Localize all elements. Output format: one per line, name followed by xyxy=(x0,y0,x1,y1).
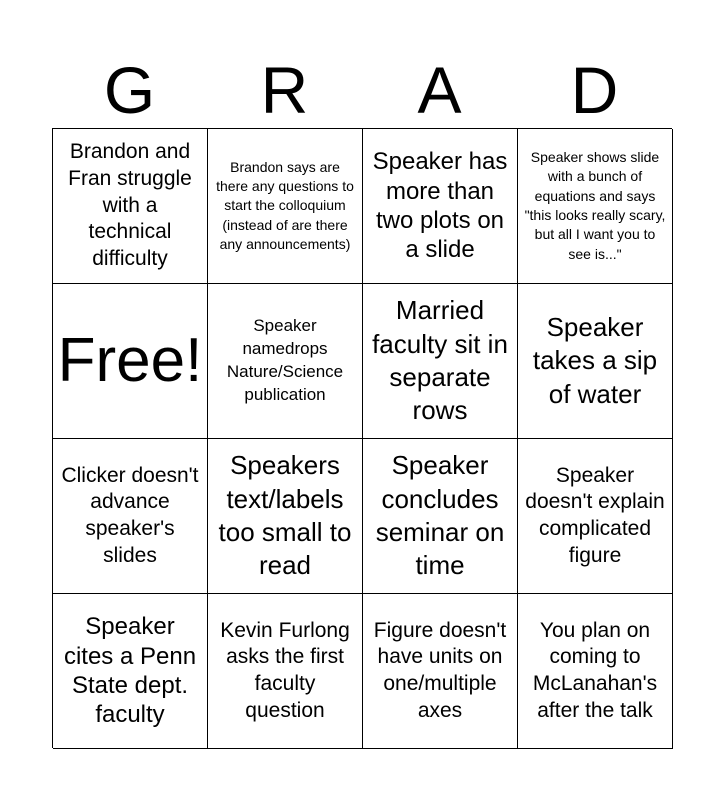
cell-text: Speaker concludes seminar on time xyxy=(375,450,505,581)
bingo-cell-r4c1[interactable] xyxy=(53,594,208,749)
cell-text: Speaker shows slide with a bunch of equations and says "this looks really scary, but all I want you to see is..." xyxy=(524,149,666,262)
bingo-cell-r3c2[interactable] xyxy=(208,439,363,594)
cell-text: Clicker doesn't advance speaker's slides xyxy=(61,463,199,567)
header-letter-d: D xyxy=(570,53,619,127)
bingo-cell-r4c4[interactable] xyxy=(518,594,673,749)
header-letter-r: R xyxy=(260,53,309,127)
bingo-board xyxy=(52,128,672,748)
bingo-cell-r2c2[interactable] xyxy=(208,284,363,439)
header-letter-a: A xyxy=(417,53,462,127)
cell-text: Brandon says are there any questions to start the colloquium (instead of are there any announcements) xyxy=(216,158,354,252)
cell-text: Speaker doesn't explain complicated figure xyxy=(525,463,665,567)
bingo-cell-r2c3[interactable] xyxy=(363,284,518,439)
bingo-cell-r2c4[interactable] xyxy=(518,284,673,439)
cell-text: Figure doesn't have units on one/multiple axes xyxy=(373,618,507,722)
bingo-cell-r1c3[interactable] xyxy=(363,129,518,284)
cell-text: Kevin Furlong asks the first faculty question xyxy=(220,618,350,722)
cell-text: Speaker takes a sip of water xyxy=(532,312,658,409)
bingo-cell-r3c4[interactable] xyxy=(518,439,673,594)
bingo-cell-r1c2[interactable] xyxy=(208,129,363,284)
header-letter-g: G xyxy=(103,53,156,127)
bingo-cell-r1c1[interactable] xyxy=(53,129,208,284)
bingo-cell-r4c2[interactable] xyxy=(208,594,363,749)
cell-text: Speaker has more than two plots on a slide xyxy=(372,148,508,264)
bingo-cell-r3c3[interactable] xyxy=(363,439,518,594)
cell-text: Speaker namedrops Nature/Science publication xyxy=(226,316,344,404)
cell-text: You plan on coming to McLanahan's after the talk xyxy=(532,618,658,722)
bingo-cell-r1c4[interactable] xyxy=(518,129,673,284)
bingo-cell-r3c1[interactable] xyxy=(53,439,208,594)
cell-text: Married faculty sit in separate rows xyxy=(372,295,508,426)
cell-text: Brandon and Fran struggle with a technical difficulty xyxy=(68,140,192,270)
bingo-cell-free[interactable] xyxy=(53,284,208,439)
bingo-header xyxy=(52,52,672,128)
cell-text: Speakers text/labels too small to read xyxy=(218,450,352,581)
cell-text: Speaker cites a Penn State dept. faculty xyxy=(63,613,197,729)
bingo-cell-r4c3[interactable] xyxy=(363,594,518,749)
free-space-text: Free! xyxy=(57,326,203,395)
